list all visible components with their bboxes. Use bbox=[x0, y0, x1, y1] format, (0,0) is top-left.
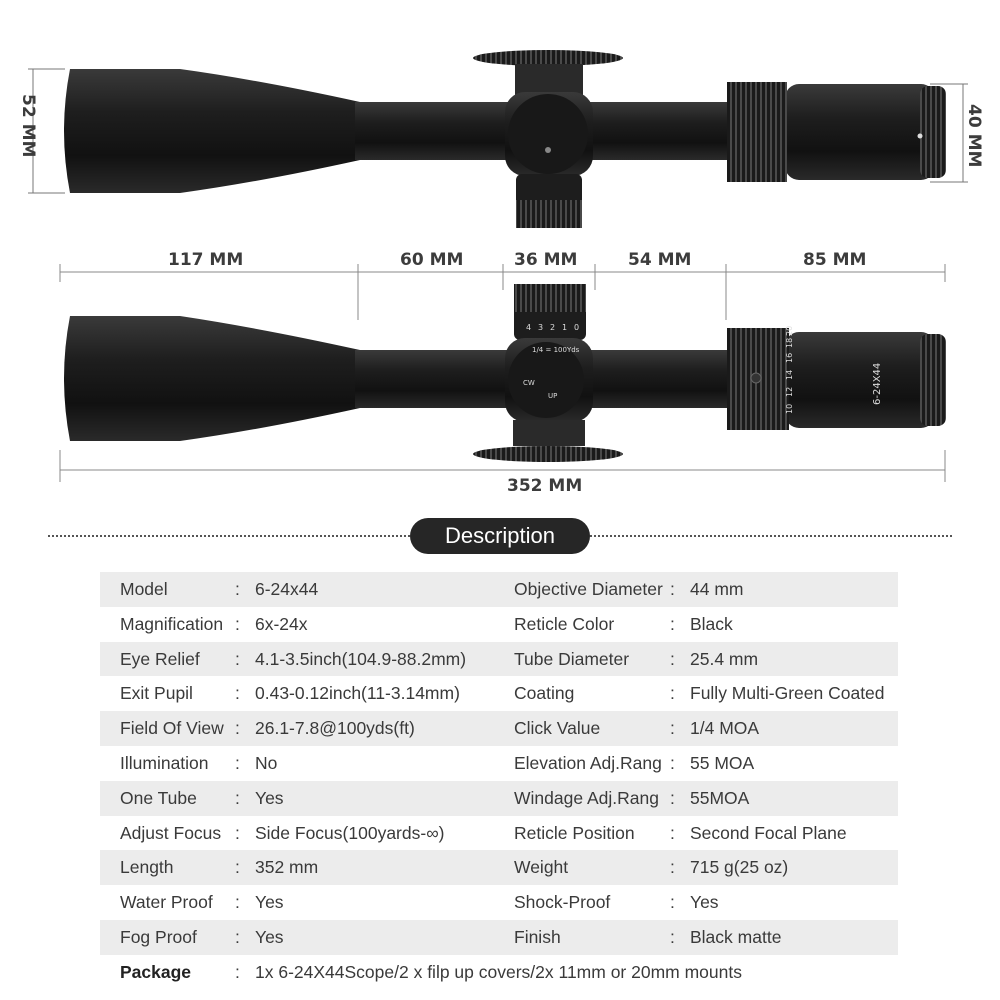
spec-key: Fog Proof bbox=[120, 926, 197, 947]
spec-colon: : bbox=[670, 648, 675, 669]
spec-colon: : bbox=[235, 961, 240, 982]
scope-side-view bbox=[60, 284, 946, 482]
spec-key: Finish bbox=[514, 926, 561, 947]
spec-colon: : bbox=[235, 857, 240, 878]
turret-number: 2 bbox=[550, 323, 556, 332]
spec-row bbox=[100, 676, 898, 711]
spec-key: Shock-Proof bbox=[514, 892, 611, 913]
spec-value: Black bbox=[690, 613, 733, 634]
divider-left bbox=[48, 535, 410, 537]
spec-value: 55 MOA bbox=[690, 752, 755, 773]
spec-colon: : bbox=[235, 892, 240, 913]
spec-value: Yes bbox=[690, 892, 719, 913]
spec-colon: : bbox=[235, 648, 240, 669]
spec-key: Windage Adj.Rang bbox=[514, 787, 659, 808]
spec-colon: : bbox=[670, 892, 675, 913]
spec-colon: : bbox=[670, 683, 675, 704]
spec-colon: : bbox=[670, 822, 675, 843]
spec-colon: : bbox=[670, 579, 675, 599]
spec-key: Adjust Focus bbox=[120, 822, 222, 843]
spec-colon: : bbox=[235, 683, 240, 704]
scope-top-view bbox=[28, 50, 968, 228]
spec-value: Yes bbox=[255, 787, 284, 808]
spec-value: 25.4 mm bbox=[690, 648, 759, 669]
side-dial-text: 1/4 = 100Yds bbox=[532, 346, 580, 354]
eyepiece-height-label: 40 MM bbox=[964, 104, 984, 168]
spec-colon: : bbox=[235, 787, 240, 808]
spec-row bbox=[100, 642, 898, 677]
spec-key: Exit Pupil bbox=[120, 683, 193, 704]
spec-colon: : bbox=[235, 752, 240, 773]
spec-row bbox=[100, 816, 898, 851]
turret-number: 0 bbox=[574, 323, 580, 332]
zoom-number: 14 bbox=[785, 369, 794, 380]
package-value: 1x 6-24X44Scope/2 x filp up covers/2x 11mm or 20mm mounts bbox=[255, 961, 742, 982]
spec-value: Fully Multi-Green Coated bbox=[690, 683, 885, 704]
spec-value: 715 g(25 oz) bbox=[690, 857, 789, 878]
spec-row bbox=[100, 746, 898, 781]
spec-key: Field Of View bbox=[120, 718, 224, 739]
spec-key: Water Proof bbox=[120, 892, 213, 913]
objective-height-label: 52 MM bbox=[18, 94, 38, 158]
turret-number: 3 bbox=[538, 323, 544, 332]
spec-value: 26.1-7.8@100yds(ft) bbox=[255, 718, 415, 739]
spec-value: Side Focus(100yards-∞) bbox=[255, 822, 445, 843]
spec-key: Model bbox=[120, 579, 168, 599]
spec-colon: : bbox=[235, 579, 240, 599]
spec-row bbox=[100, 572, 898, 607]
spec-value: 6-24x44 bbox=[255, 579, 319, 599]
seg-turret-label: 36 MM bbox=[514, 250, 578, 270]
spec-table bbox=[100, 572, 898, 990]
spec-row bbox=[100, 920, 898, 955]
spec-colon: : bbox=[235, 718, 240, 739]
spec-value: 1/4 MOA bbox=[690, 718, 760, 739]
spec-key: Eye Relief bbox=[120, 648, 200, 669]
zoom-number: 18 bbox=[785, 337, 794, 348]
spec-value: 6x-24x bbox=[255, 613, 308, 634]
spec-row bbox=[100, 885, 898, 920]
spec-value: 0.43-0.12inch(11-3.14mm) bbox=[255, 683, 460, 704]
spec-value: Yes bbox=[255, 926, 284, 947]
seg-eyepiece-label: 85 MM bbox=[803, 250, 867, 270]
spec-value: 4.1-3.5inch(104.9-88.2mm) bbox=[255, 648, 467, 669]
spec-colon: : bbox=[235, 822, 240, 843]
spec-key: Length bbox=[120, 857, 174, 878]
package-row bbox=[100, 955, 898, 990]
spec-colon: : bbox=[670, 613, 675, 634]
spec-value: 352 mm bbox=[255, 857, 319, 878]
spec-colon: : bbox=[670, 926, 675, 947]
spec-value: 55MOA bbox=[690, 787, 750, 808]
divider-right bbox=[590, 535, 952, 537]
spec-row bbox=[100, 607, 898, 642]
zoom-number: 12 bbox=[785, 386, 794, 397]
spec-value: Black matte bbox=[690, 926, 782, 947]
spec-value: 44 mm bbox=[690, 579, 744, 599]
spec-colon: : bbox=[235, 613, 240, 634]
turret-number: 4 bbox=[526, 323, 532, 332]
spec-key: Objective Diameter bbox=[514, 579, 663, 599]
spec-key: Magnification bbox=[120, 613, 224, 634]
zoom-number: 10 bbox=[785, 403, 794, 414]
turret-number: 1 bbox=[562, 323, 568, 332]
seg-front-tube-label: 60 MM bbox=[400, 250, 464, 270]
total-length-label: 352 MM bbox=[507, 476, 583, 496]
zoom-number: 20 bbox=[785, 325, 794, 336]
spec-colon: : bbox=[235, 926, 240, 947]
spec-key: Reticle Position bbox=[514, 822, 635, 843]
spec-value: Yes bbox=[255, 892, 284, 913]
package-label: Package bbox=[120, 961, 192, 982]
spec-row bbox=[100, 781, 898, 816]
description-title: Description bbox=[410, 518, 590, 554]
spec-colon: : bbox=[670, 787, 675, 808]
seg-objective-label: 117 MM bbox=[168, 250, 244, 270]
spec-colon: : bbox=[670, 718, 675, 739]
spec-key: Elevation Adj.Rang bbox=[514, 752, 662, 773]
spec-key: Tube Diameter bbox=[514, 648, 630, 669]
spec-row bbox=[100, 711, 898, 746]
spec-value: No bbox=[255, 752, 278, 773]
side-dial-up: UP bbox=[548, 392, 558, 400]
spec-row bbox=[100, 850, 898, 885]
spec-key: Coating bbox=[514, 683, 575, 704]
scope-model-marking: 6-24X44 bbox=[872, 362, 883, 405]
spec-key: Click Value bbox=[514, 718, 601, 739]
segment-dimension-line bbox=[60, 264, 945, 320]
seg-rear-tube-label: 54 MM bbox=[628, 250, 692, 270]
side-dial-cw: CW bbox=[523, 379, 535, 387]
spec-colon: : bbox=[670, 752, 675, 773]
spec-key: Illumination bbox=[120, 752, 209, 773]
zoom-number: 16 bbox=[785, 352, 794, 363]
spec-colon: : bbox=[670, 857, 675, 878]
spec-value: Second Focal Plane bbox=[690, 822, 847, 843]
spec-key: Reticle Color bbox=[514, 613, 615, 634]
spec-key: One Tube bbox=[120, 787, 197, 808]
spec-key: Weight bbox=[514, 857, 569, 878]
